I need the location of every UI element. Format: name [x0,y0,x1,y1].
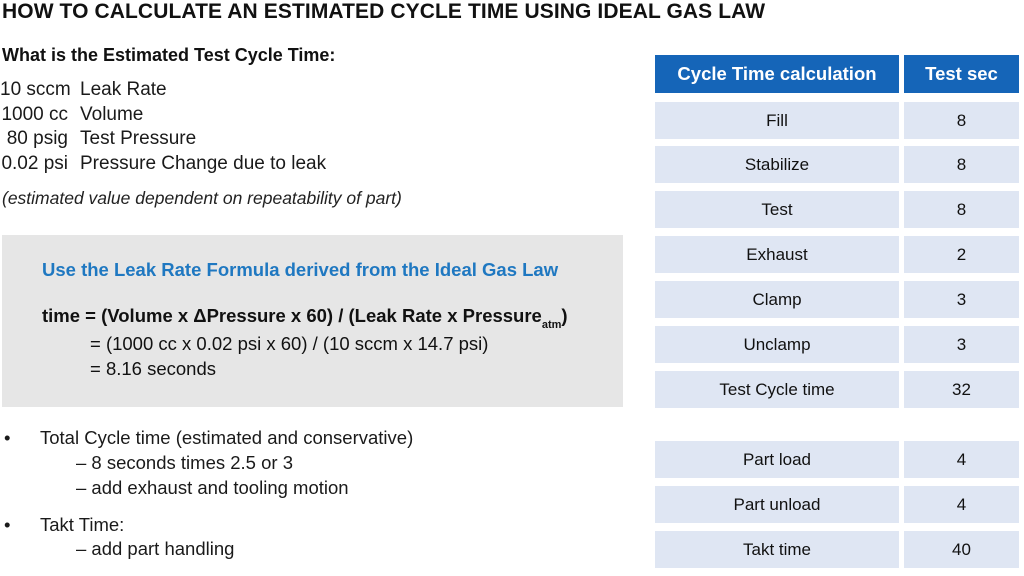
param-row [0,127,326,152]
param-label: Leak Rate [80,79,167,101]
param-row [0,78,326,103]
param-value: 0.02 psi [1,152,68,174]
param-value: 1000 cc [1,103,68,125]
param-value: 10 sccm [0,79,71,101]
table-row-value: 8 [904,146,1019,183]
formula-line-3: = 8.16 seconds [90,358,216,379]
bullet-subitem: – add exhaust and tooling motion [76,477,349,498]
bullet-marker: • [4,427,11,448]
table-row-value: 8 [904,191,1019,228]
param-label: Volume [80,103,144,125]
formula-close-paren: ) [561,305,568,326]
table-row-label: Part unload [655,486,899,523]
page-title: HOW TO CALCULATE AN ESTIMATED CYCLE TIME USING IDEAL GAS LAW [2,0,766,23]
section-heading: What is the Estimated Test Cycle Time: [2,45,336,65]
formula-main-text: time = (Volume x ΔPressure x 60) / (Leak Rate x Pressure [42,305,542,326]
table-row-value: 8 [904,102,1019,139]
param-row [0,152,326,177]
table-row-label: Takt time [655,531,899,568]
table-row-value: 32 [904,371,1019,408]
formula-subscript: atm [541,319,562,331]
table-row-label: Fill [655,102,899,139]
parameter-list [0,78,326,176]
bullet-text: Takt Time: [40,514,125,535]
table-row-value: 4 [904,486,1019,523]
formula-main-line [42,305,568,331]
param-label: Test Pressure [80,128,197,150]
table-row-label: Test Cycle time [655,371,899,408]
table-row-value: 2 [904,236,1019,273]
formula-heading: Use the Leak Rate Formula derived from the Ideal Gas Law [42,259,559,280]
table-row-label: Test [655,191,899,228]
bullet-item [4,427,413,449]
table-row-label: Part load [655,441,899,478]
table-row-label: Clamp [655,281,899,318]
table-row-value: 3 [904,281,1019,318]
bullet-subitem: – 8 seconds times 2.5 or 3 [76,452,293,473]
table-row-value: 3 [904,326,1019,363]
formula-line-2: = (1000 cc x 0.02 psi x 60) / (10 sccm x 14.7 psi) [90,333,489,354]
bullet-text: Total Cycle time (estimated and conservative) [40,427,414,448]
param-row [0,103,326,128]
param-value: 80 psig [6,128,68,150]
table-header-test-sec: Test sec [904,55,1019,93]
table-row-label: Unclamp [655,326,899,363]
bullet-item [4,514,124,536]
formula-box [2,235,623,407]
table-row-value: 4 [904,441,1019,478]
table-row-label: Exhaust [655,236,899,273]
bullet-subitem: – add part handling [76,538,235,559]
table-row-label: Stabilize [655,146,899,183]
table-row-value: 40 [904,531,1019,568]
param-label: Pressure Change due to leak [80,152,327,174]
bullet-marker: • [4,514,11,535]
table-header-calculation: Cycle Time calculation [655,55,899,93]
note-text: (estimated value dependent on repeatability of part) [2,188,402,208]
